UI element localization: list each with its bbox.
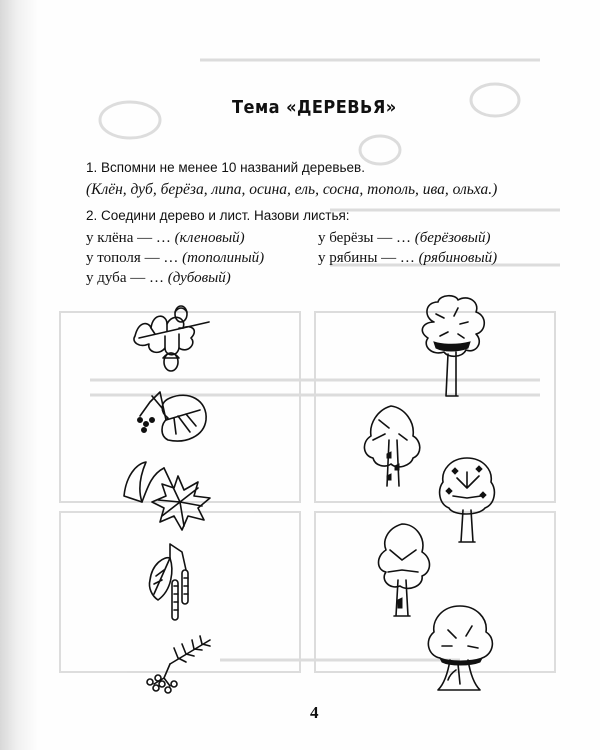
pair-leaf-text: (дубовый) bbox=[167, 270, 231, 286]
pair-tree-text: у рябины — … bbox=[318, 250, 415, 266]
pair-poplar bbox=[86, 248, 264, 268]
pair-maple bbox=[86, 228, 264, 248]
page-number: 4 bbox=[310, 703, 319, 722]
page-edge-shadow bbox=[0, 0, 38, 750]
page-title: Тема «ДЕРЕВЬЯ» bbox=[232, 97, 397, 118]
maple-tree-icon[interactable] bbox=[433, 452, 503, 547]
pair-leaf-text: (берёзовый) bbox=[414, 230, 491, 246]
rowan-tree-icon[interactable] bbox=[420, 600, 500, 695]
task-1-prompt: 1. Вспомни не менее 10 названий деревьев. bbox=[86, 160, 365, 175]
pair-oak bbox=[86, 268, 264, 288]
pair-leaf-text: (тополиный) bbox=[182, 250, 265, 266]
pair-rowan bbox=[318, 248, 497, 268]
pair-leaf-text: (кленовый) bbox=[174, 230, 245, 246]
maple-leaf-icon[interactable] bbox=[118, 456, 218, 536]
task-1-answer: (Клён, дуб, берёза, липа, осина, ель, сосна, тополь, ива, ольха.) bbox=[86, 181, 498, 198]
oak-leaf-icon[interactable] bbox=[125, 298, 215, 378]
pair-birch bbox=[318, 228, 497, 248]
oak-tree-icon[interactable] bbox=[414, 292, 494, 400]
pair-leaf-text: (рябиновый) bbox=[418, 250, 498, 266]
rowan-leaf-icon[interactable] bbox=[140, 634, 220, 694]
linden-leaf-icon[interactable] bbox=[130, 386, 215, 446]
birch-tree-icon[interactable] bbox=[355, 400, 430, 490]
task-2-prompt: 2. Соедини дерево и лист. Назови листья: bbox=[86, 208, 350, 223]
pair-tree-text: у клёна — … bbox=[86, 230, 171, 246]
pair-tree-text: у дуба — … bbox=[86, 270, 164, 286]
pair-tree-text: у берёзы — … bbox=[318, 230, 412, 246]
leaf-names-right bbox=[318, 228, 497, 268]
birch-leaf-icon[interactable] bbox=[140, 540, 200, 632]
pair-tree-text: у тополя — … bbox=[86, 250, 179, 266]
leaf-names-left bbox=[86, 228, 264, 288]
